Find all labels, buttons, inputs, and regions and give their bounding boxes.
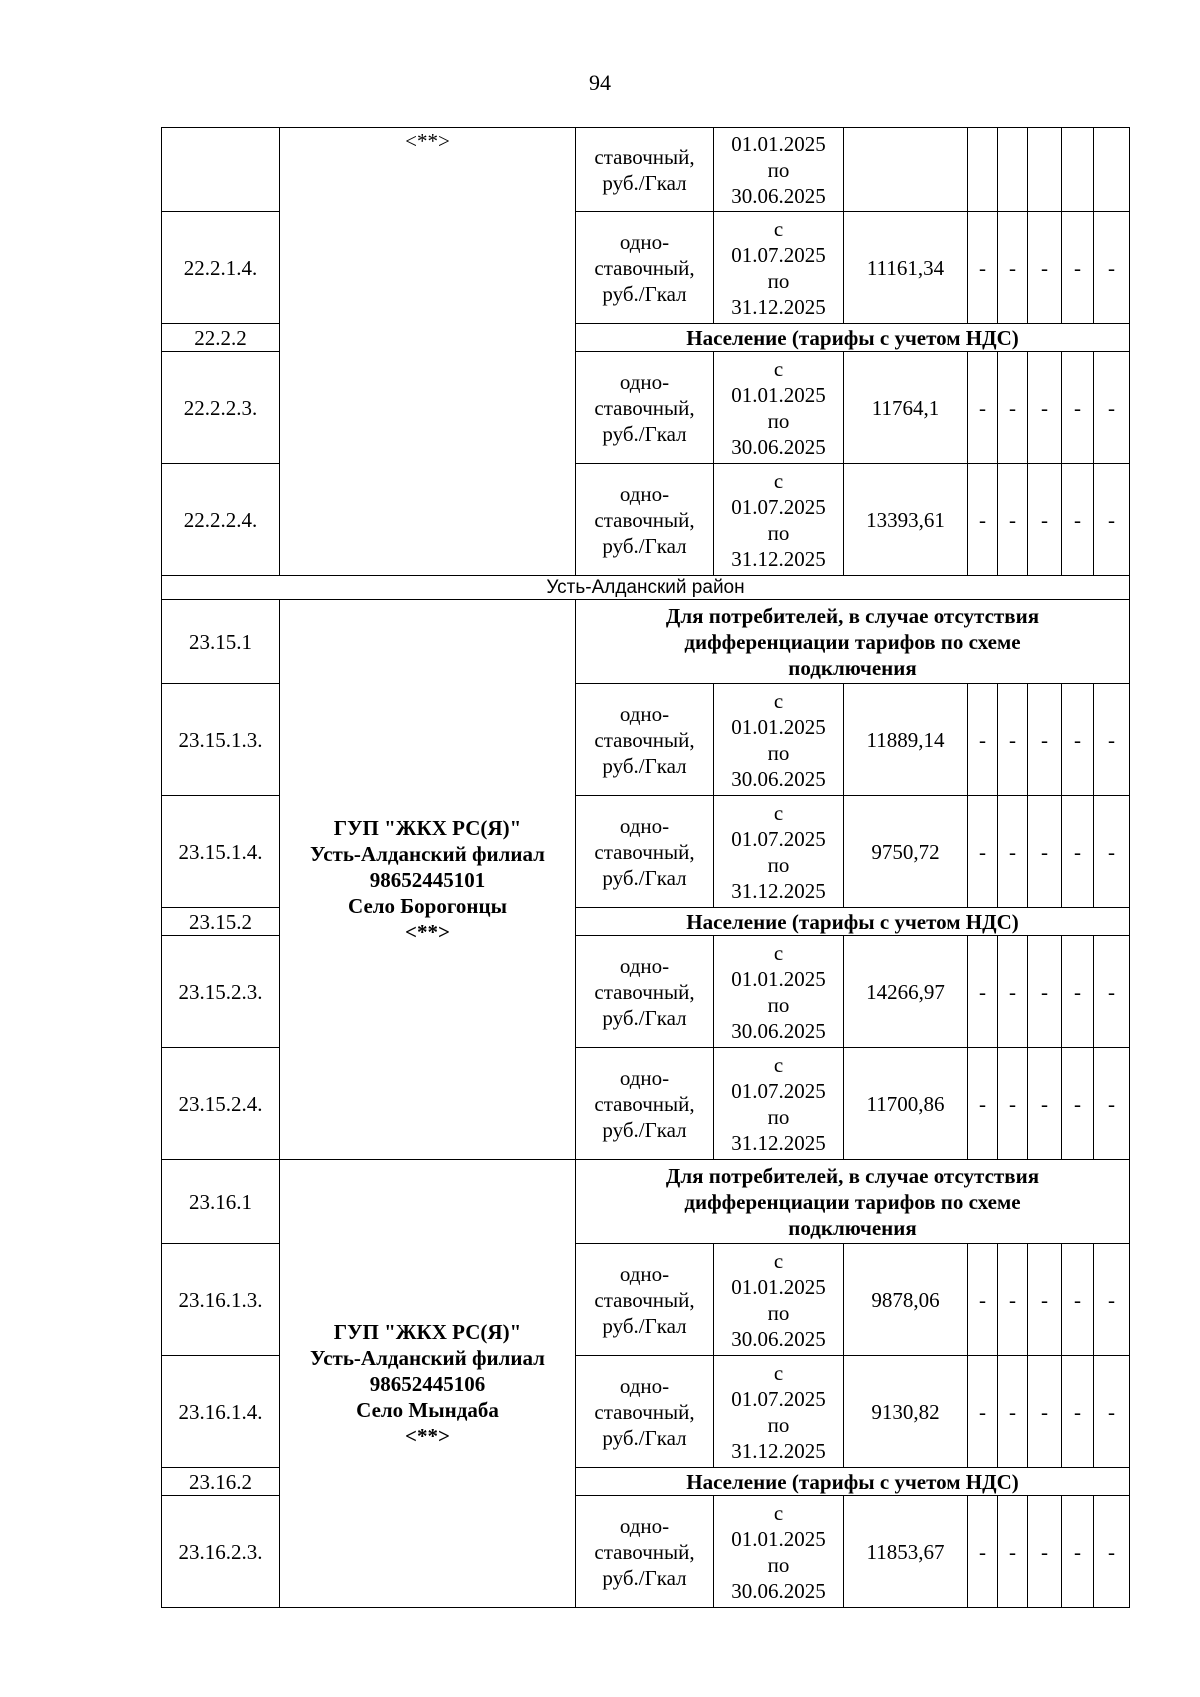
section-title-line: дифференциации тарифов по схеме (684, 1189, 1021, 1214)
tariff-blank: - (998, 936, 1028, 1048)
tariff-blank: - (1094, 1496, 1130, 1608)
tariff-type-line: ставочный, (594, 255, 695, 280)
tariff-blank: - (1062, 464, 1094, 576)
tariff-blank: - (1028, 352, 1062, 464)
tariff-period-line: с (773, 1360, 784, 1385)
organization-line: Село Мындаба (356, 1397, 499, 1422)
tariff-blank: - (998, 1048, 1028, 1160)
tariff-blank: - (1028, 1048, 1062, 1160)
tariff-value: 9130,82 (844, 1356, 968, 1468)
tariff-period-line: 01.07.2025 (731, 494, 826, 519)
section-title: Население (тарифы с учетом НДС) (576, 1468, 1130, 1496)
tariff-period-line: с (773, 800, 784, 825)
tariff-period-line: по (767, 268, 790, 293)
table-row (162, 1160, 1130, 1244)
section-title-line: подключения (788, 1215, 917, 1240)
tariff-period (714, 1244, 844, 1356)
tariff-blank: - (968, 796, 998, 908)
tariff-type-line: руб./Гкал (602, 1005, 687, 1030)
section-title (576, 600, 1130, 684)
tariff-blank: - (1062, 936, 1094, 1048)
section-title-line: подключения (788, 655, 917, 680)
tariff-value: 11764,1 (844, 352, 968, 464)
tariff-type (576, 796, 714, 908)
tariff-type (576, 212, 714, 324)
table-row (162, 128, 1130, 212)
tariff-blank (1028, 128, 1062, 212)
tariff-blank: - (1094, 1356, 1130, 1468)
tariff-value: 11853,67 (844, 1496, 968, 1608)
row-code: 23.16.1.3. (162, 1244, 280, 1356)
tariff-blank: - (1094, 1048, 1130, 1160)
tariff-type-line: ставочный, (594, 1091, 695, 1116)
tariff-value: 9750,72 (844, 796, 968, 908)
tariff-type (576, 936, 714, 1048)
tariff-type (576, 352, 714, 464)
tariff-period-line: 30.06.2025 (731, 434, 826, 459)
organization-cell (280, 600, 576, 1160)
tariff-period-line: 01.01.2025 (731, 714, 826, 739)
tariff-period-line: с (773, 216, 784, 241)
tariff-type-line: одно- (619, 1513, 670, 1538)
tariff-blank: - (1062, 1048, 1094, 1160)
tariff-period-line: 01.07.2025 (731, 1078, 826, 1103)
tariff-period-line: 30.06.2025 (731, 1018, 826, 1043)
tariff-value: 13393,61 (844, 464, 968, 576)
tariff-period (714, 212, 844, 324)
tariff-type-line: руб./Гкал (602, 421, 687, 446)
tariff-period-line: 01.01.2025 (731, 1274, 826, 1299)
tariff-type-line: руб./Гкал (602, 1425, 687, 1450)
section-title-line: Для потребителей, в случае отсутствия (665, 603, 1040, 628)
row-code: 23.16.1 (162, 1160, 280, 1244)
organization-line: Село Борогонцы (348, 893, 507, 918)
tariff-blank: - (998, 1356, 1028, 1468)
tariff-blank: - (998, 1496, 1028, 1608)
tariff-period (714, 1048, 844, 1160)
tariff-period-line: с (773, 688, 784, 713)
tariff-type-line: ставочный, (594, 727, 695, 752)
tariff-value: 11161,34 (844, 212, 968, 324)
tariff-type-line: одно- (619, 1373, 670, 1398)
tariff-period-line: 31.12.2025 (731, 294, 826, 319)
tariff-period-line: 31.12.2025 (731, 1438, 826, 1463)
tariff-value: 11889,14 (844, 684, 968, 796)
tariff-type-line: ставочный, (594, 979, 695, 1004)
organization-cell (280, 128, 576, 576)
tariff-period-line: 01.07.2025 (731, 826, 826, 851)
tariff-type-line: одно- (619, 481, 670, 506)
section-title-line: Для потребителей, в случае отсутствия (665, 1163, 1040, 1188)
tariff-blank: - (968, 464, 998, 576)
tariff-blank: - (1062, 796, 1094, 908)
tariff-type-line: одно- (619, 229, 670, 254)
tariff-period (714, 464, 844, 576)
tariff-table (161, 127, 1130, 1608)
tariff-type (576, 1244, 714, 1356)
section-title: Население (тарифы с учетом НДС) (576, 908, 1130, 936)
page-number: 94 (589, 70, 611, 95)
tariff-type-line: ставочный, (594, 395, 695, 420)
tariff-type-line: руб./Гкал (602, 170, 687, 195)
tariff-period-line: 30.06.2025 (731, 766, 826, 791)
tariff-period-line: по (767, 1300, 790, 1325)
tariff-blank: - (1094, 352, 1130, 464)
tariff-type-line: руб./Гкал (602, 1117, 687, 1142)
tariff-period (714, 936, 844, 1048)
section-title-line: дифференциации тарифов по схеме (684, 629, 1021, 654)
tariff-blank: - (998, 1244, 1028, 1356)
tariff-period-line: 01.01.2025 (731, 1526, 826, 1551)
tariff-period-line: по (767, 1104, 790, 1129)
tariff-period-line: 01.07.2025 (731, 242, 826, 267)
tariff-type-line: руб./Гкал (602, 1313, 687, 1338)
tariff-type-line: руб./Гкал (602, 1565, 687, 1590)
tariff-period-line: по (767, 157, 790, 182)
tariff-type-line: ставочный, (594, 839, 695, 864)
tariff-type-line: одно- (619, 701, 670, 726)
tariff-blank: - (1028, 796, 1062, 908)
tariff-period-line: с (773, 940, 784, 965)
tariff-type-line: ставочный, (594, 507, 695, 532)
section-title (576, 1160, 1130, 1244)
row-code (162, 128, 280, 212)
tariff-value: 11700,86 (844, 1048, 968, 1160)
tariff-blank: - (998, 796, 1028, 908)
row-code: 23.16.2 (162, 1468, 280, 1496)
tariff-blank: - (968, 684, 998, 796)
tariff-period-line: по (767, 1552, 790, 1577)
tariff-blank: - (968, 1356, 998, 1468)
tariff-blank (1094, 128, 1130, 212)
tariff-period-line: 30.06.2025 (731, 1326, 826, 1351)
tariff-type-line: одно- (619, 813, 670, 838)
tariff-blank: - (1028, 212, 1062, 324)
row-code: 23.15.1 (162, 600, 280, 684)
tariff-blank: - (1062, 1356, 1094, 1468)
tariff-blank: - (1028, 1244, 1062, 1356)
tariff-blank: - (1094, 464, 1130, 576)
tariff-period-line: по (767, 852, 790, 877)
tariff-period-line: по (767, 992, 790, 1017)
tariff-period-line: 31.12.2025 (731, 546, 826, 571)
tariff-blank: - (1028, 684, 1062, 796)
tariff-type-line: ставочный, (594, 1539, 695, 1564)
row-code: 23.15.1.4. (162, 796, 280, 908)
section-title: Население (тарифы с учетом НДС) (576, 324, 1130, 352)
table-row (162, 576, 1130, 600)
tariff-blank: - (1028, 936, 1062, 1048)
tariff-blank: - (968, 352, 998, 464)
tariff-blank: - (1062, 1496, 1094, 1608)
organization-line: 98652445101 (369, 867, 486, 892)
tariff-type-line: одно- (619, 1261, 670, 1286)
tariff-blank: - (968, 1244, 998, 1356)
organization-line: Усть-Алданский филиал (310, 1345, 545, 1370)
tariff-period-line: с (773, 1248, 784, 1273)
row-code: 22.2.1.4. (162, 212, 280, 324)
tariff-period (714, 1496, 844, 1608)
tariff-blank: - (1094, 1244, 1130, 1356)
tariff-period (714, 352, 844, 464)
tariff-blank: - (968, 212, 998, 324)
tariff-type-line: одно- (619, 953, 670, 978)
tariff-blank: - (998, 212, 1028, 324)
tariff-blank: - (998, 464, 1028, 576)
tariff-period-line: 30.06.2025 (731, 1578, 826, 1603)
tariff-blank: - (1062, 212, 1094, 324)
tariff-type-line: ставочный, (594, 144, 695, 169)
row-code: 23.15.2 (162, 908, 280, 936)
tariff-blank: - (1062, 352, 1094, 464)
tariff-period (714, 128, 844, 212)
tariff-period (714, 1356, 844, 1468)
tariff-blank: - (1062, 1244, 1094, 1356)
tariff-type-line: одно- (619, 369, 670, 394)
tariff-type-line: руб./Гкал (602, 533, 687, 558)
tariff-type-line: руб./Гкал (602, 281, 687, 306)
organization-line: <**> (405, 919, 450, 944)
tariff-period-line: 01.01.2025 (731, 382, 826, 407)
tariff-blank: - (968, 936, 998, 1048)
organization-line: 98652445106 (369, 1371, 486, 1396)
tariff-period-line: 01.07.2025 (731, 1386, 826, 1411)
row-code: 23.15.2.3. (162, 936, 280, 1048)
row-code: 23.15.2.4. (162, 1048, 280, 1160)
tariff-value: 14266,97 (844, 936, 968, 1048)
tariff-type (576, 684, 714, 796)
tariff-period-line: с (773, 356, 784, 381)
tariff-blank: - (968, 1496, 998, 1608)
tariff-period-line: 01.01.2025 (731, 966, 826, 991)
organization-cell (280, 1160, 576, 1608)
row-code: 22.2.2 (162, 324, 280, 352)
tariff-value (844, 128, 968, 212)
tariff-type-line: одно- (619, 1065, 670, 1090)
tariff-blank: - (1028, 464, 1062, 576)
tariff-period-line: 01.01.2025 (731, 131, 826, 156)
row-code: 23.16.1.4. (162, 1356, 280, 1468)
tariff-period-line: по (767, 740, 790, 765)
tariff-type (576, 128, 714, 212)
table-row (162, 600, 1130, 684)
tariff-blank: - (998, 684, 1028, 796)
tariff-type (576, 464, 714, 576)
tariff-blank: - (1094, 212, 1130, 324)
tariff-type-line: ставочный, (594, 1287, 695, 1312)
tariff-period-line: с (773, 1500, 784, 1525)
tariff-blank: - (1062, 684, 1094, 796)
tariff-period-line: по (767, 520, 790, 545)
tariff-blank (968, 128, 998, 212)
organization-line: <**> (405, 129, 450, 153)
tariff-period-line: 30.06.2025 (731, 183, 826, 208)
tariff-period-line: с (773, 1052, 784, 1077)
tariff-type-line: руб./Гкал (602, 753, 687, 778)
tariff-blank (1062, 128, 1094, 212)
organization-line: <**> (405, 1423, 450, 1448)
tariff-blank (998, 128, 1028, 212)
tariff-value: 9878,06 (844, 1244, 968, 1356)
tariff-type (576, 1356, 714, 1468)
tariff-period (714, 684, 844, 796)
tariff-blank: - (1028, 1356, 1062, 1468)
tariff-blank: - (998, 352, 1028, 464)
district-title: Усть-Алданский район (162, 576, 1130, 600)
row-code: 22.2.2.3. (162, 352, 280, 464)
tariff-blank: - (1028, 1496, 1062, 1608)
tariff-type-line: руб./Гкал (602, 865, 687, 890)
row-code: 22.2.2.4. (162, 464, 280, 576)
table-body (162, 128, 1130, 1608)
tariff-period-line: 31.12.2025 (731, 878, 826, 903)
tariff-blank: - (1094, 684, 1130, 796)
row-code: 23.15.1.3. (162, 684, 280, 796)
organization-line: Усть-Алданский филиал (310, 841, 545, 866)
tariff-type-line: ставочный, (594, 1399, 695, 1424)
tariff-blank: - (1094, 796, 1130, 908)
tariff-period (714, 796, 844, 908)
tariff-period-line: 31.12.2025 (731, 1130, 826, 1155)
tariff-type (576, 1496, 714, 1608)
tariff-blank: - (1094, 936, 1130, 1048)
tariff-period-line: по (767, 408, 790, 433)
tariff-period-line: с (773, 468, 784, 493)
tariff-blank: - (968, 1048, 998, 1160)
organization-line: ГУП "ЖКХ РС(Я)" (333, 1319, 522, 1344)
row-code: 23.16.2.3. (162, 1496, 280, 1608)
tariff-period-line: по (767, 1412, 790, 1437)
tariff-type (576, 1048, 714, 1160)
organization-line: ГУП "ЖКХ РС(Я)" (333, 815, 522, 840)
